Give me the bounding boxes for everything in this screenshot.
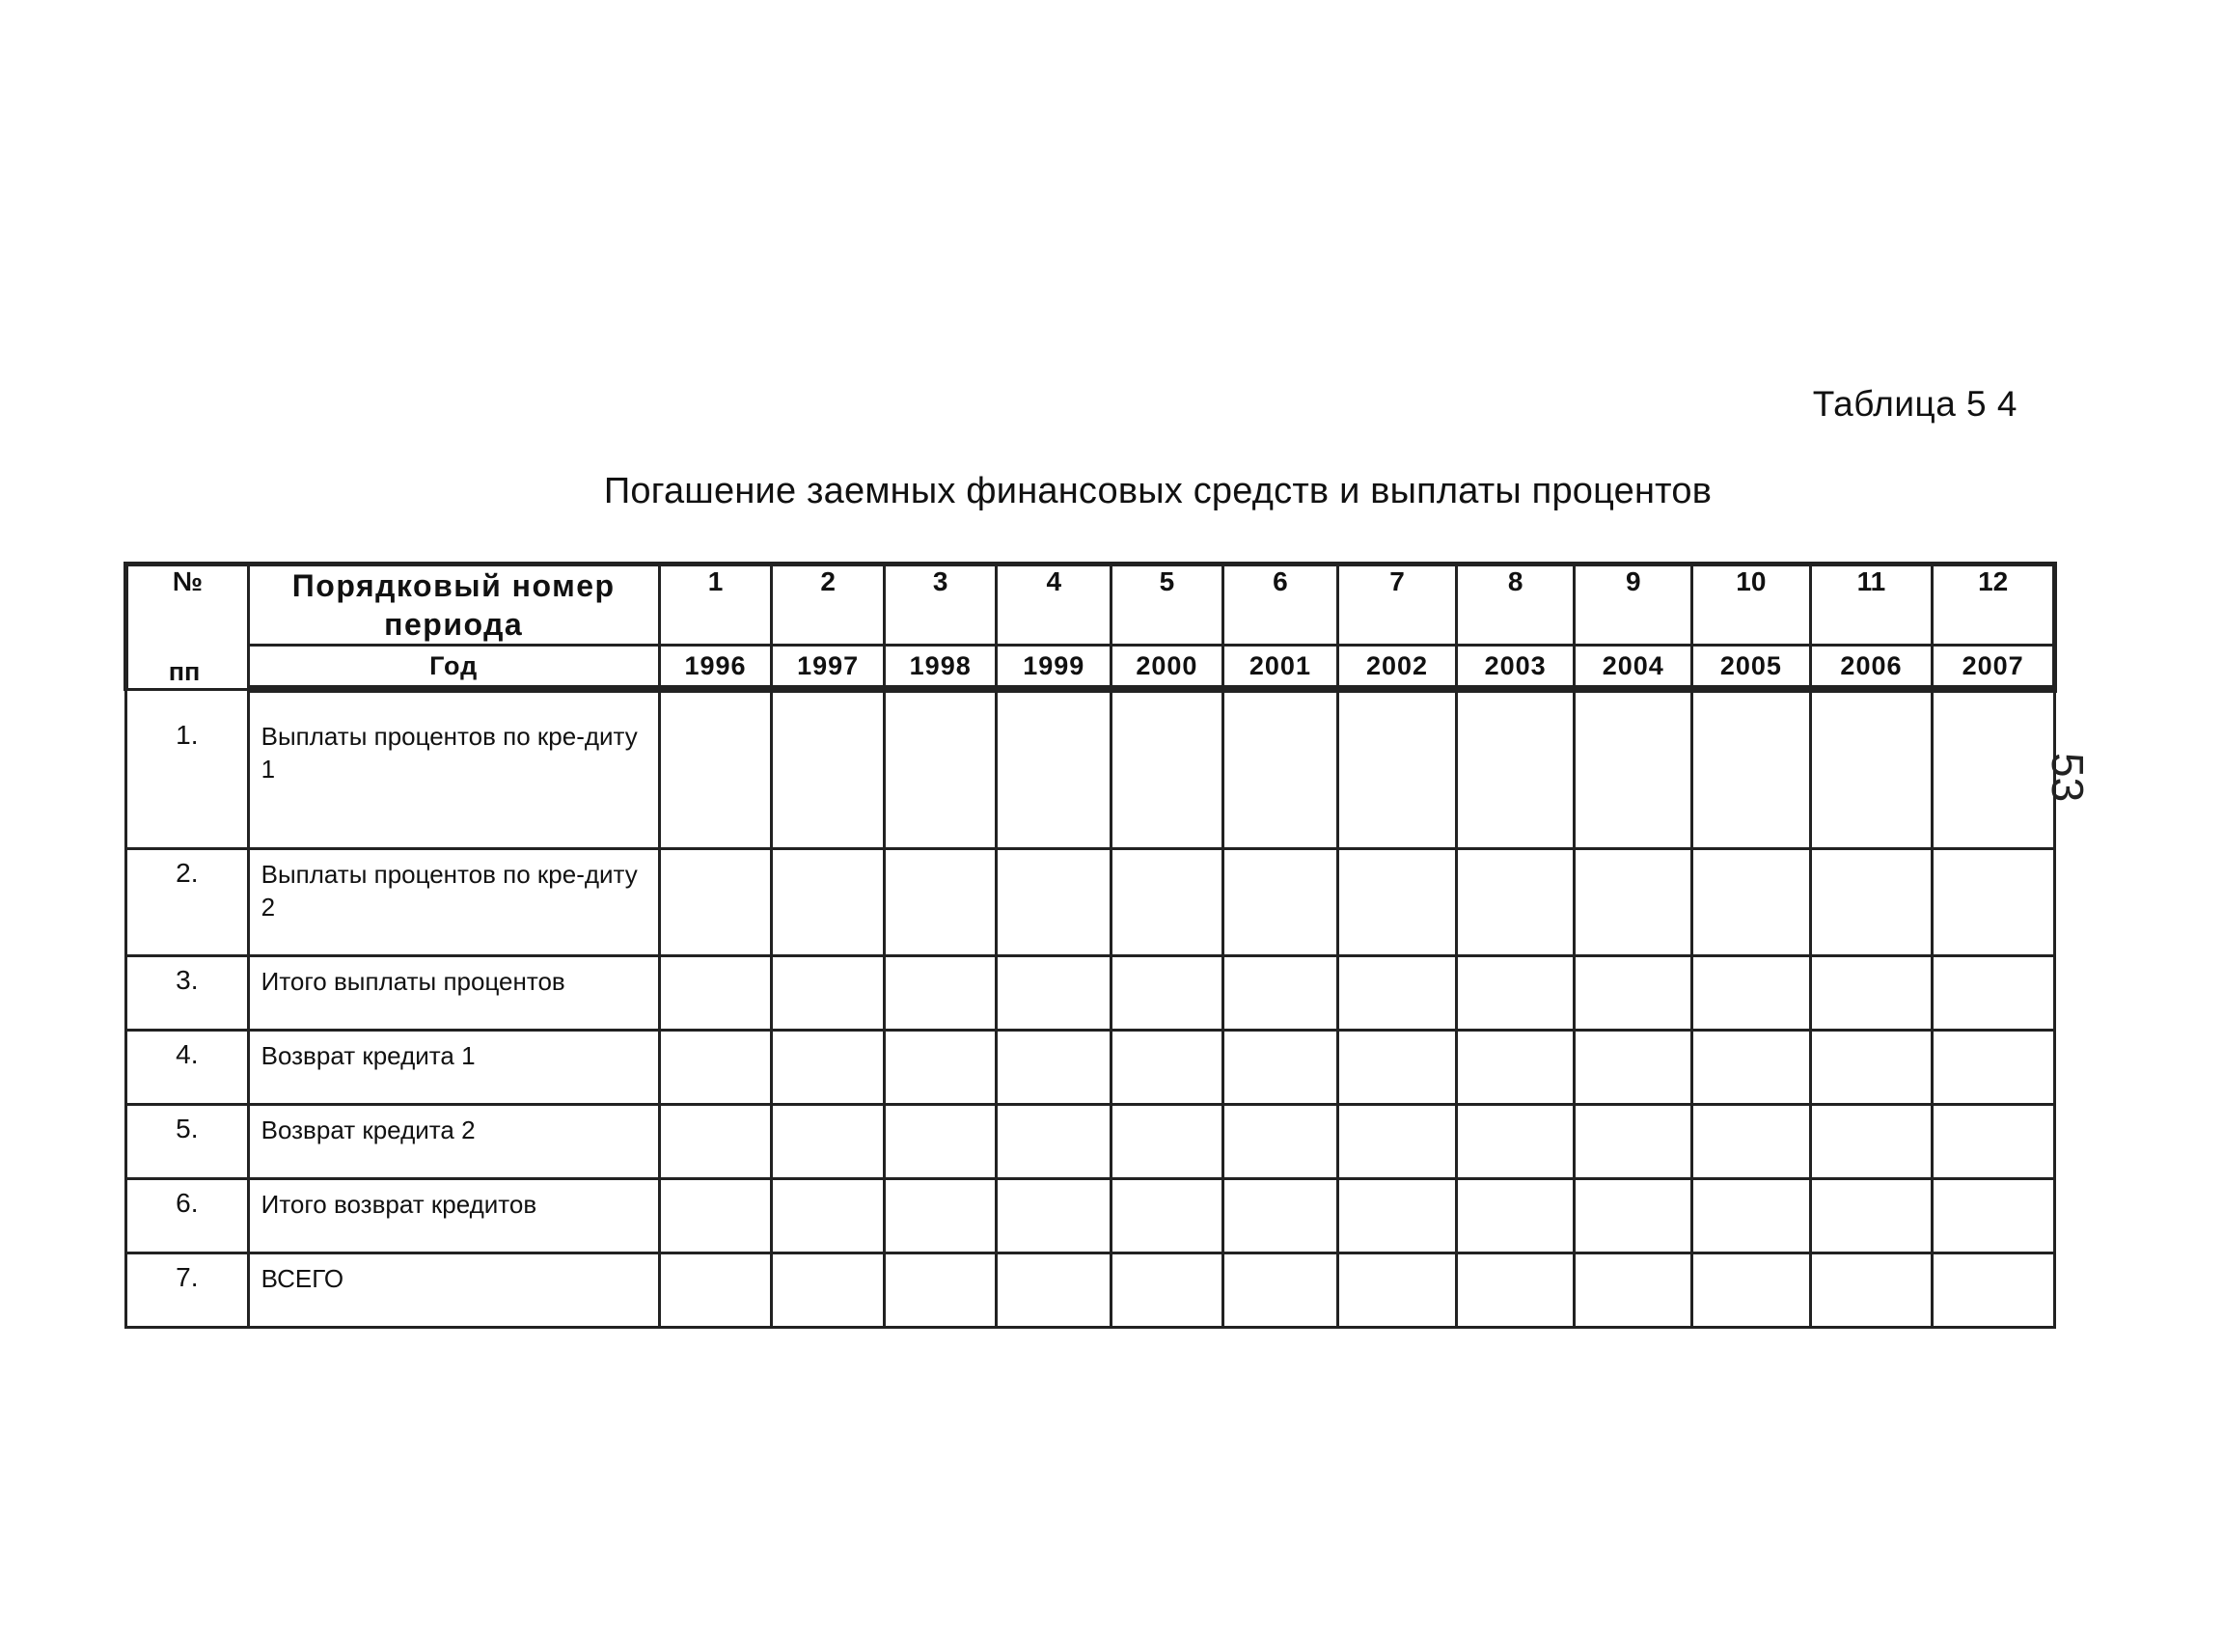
row-number: 6.	[126, 1179, 249, 1253]
table-cell	[1575, 1031, 1692, 1105]
table-cell	[659, 1031, 772, 1105]
table-cell	[1456, 689, 1575, 849]
table-cell	[1575, 689, 1692, 849]
table-cell	[1338, 689, 1457, 849]
table-cell	[1810, 1105, 1933, 1179]
header-no-bottom-wrap	[124, 652, 245, 691]
table-cell	[1575, 849, 1692, 956]
header-period: 9	[1575, 564, 1692, 646]
table-cell	[1933, 689, 2055, 849]
table-cell	[1456, 849, 1575, 956]
table-cell	[659, 956, 772, 1031]
row-number: 1.	[126, 689, 249, 849]
table-cell	[1810, 849, 1933, 956]
table-cell	[1456, 1105, 1575, 1179]
header-year-label: Год	[248, 646, 659, 690]
table-cell	[884, 1031, 997, 1105]
table-cell	[1692, 689, 1811, 849]
table-cell	[1222, 689, 1338, 849]
table-row	[126, 1031, 2055, 1105]
table-cell	[1933, 1031, 2055, 1105]
table-cell	[997, 849, 1112, 956]
table-cell	[659, 689, 772, 849]
header-year: 2001	[1222, 646, 1338, 690]
table-cell	[772, 956, 885, 1031]
table-cell	[884, 956, 997, 1031]
table-cell	[772, 849, 885, 956]
table-cell	[1692, 956, 1811, 1031]
table-cell	[1933, 849, 2055, 956]
table-cell	[772, 1105, 885, 1179]
row-label: Выплаты процентов по кре-диту 2	[248, 849, 659, 956]
row-number: 3.	[126, 956, 249, 1031]
table-cell	[1112, 689, 1223, 849]
table-cell	[1933, 1253, 2055, 1328]
table-cell	[1456, 1253, 1575, 1328]
table-cell	[884, 1105, 997, 1179]
table-cell	[1338, 1253, 1457, 1328]
table-row	[126, 689, 2055, 849]
table-row	[126, 956, 2055, 1031]
table-cell	[1222, 849, 1338, 956]
table-cell	[1810, 1031, 1933, 1105]
table-cell	[1575, 1105, 1692, 1179]
row-number: 7.	[126, 1253, 249, 1328]
table-cell	[659, 1105, 772, 1179]
table-cell	[1112, 1179, 1223, 1253]
row-label: Возврат кредита 1	[248, 1031, 659, 1105]
table-cell	[1575, 956, 1692, 1031]
table-cell	[1222, 1179, 1338, 1253]
header-year: 2005	[1692, 646, 1811, 690]
row-number: 4.	[126, 1031, 249, 1105]
header-period: 3	[884, 564, 997, 646]
header-year: 2002	[1338, 646, 1457, 690]
table-cell	[1222, 1031, 1338, 1105]
table-cell	[1112, 849, 1223, 956]
header-year: 2006	[1810, 646, 1933, 690]
table-cell	[997, 1253, 1112, 1328]
table-row	[126, 1253, 2055, 1328]
header-year: 1996	[659, 646, 772, 690]
header-period: 5	[1112, 564, 1223, 646]
row-label: Итого выплаты процентов	[248, 956, 659, 1031]
table-cell	[659, 1253, 772, 1328]
header-period: 12	[1933, 564, 2055, 646]
table-cell	[772, 1253, 885, 1328]
table-cell	[659, 849, 772, 956]
row-label: Итого возврат кредитов	[248, 1179, 659, 1253]
header-period: 7	[1338, 564, 1457, 646]
table-cell	[1338, 849, 1457, 956]
header-period: 8	[1456, 564, 1575, 646]
table-cell	[997, 1105, 1112, 1179]
table-cell	[1112, 1105, 1223, 1179]
document-title: Погашение заемных финансовых средств и выплаты процентов	[603, 471, 1713, 511]
row-label: Выплаты процентов по кре-диту 1	[248, 689, 659, 849]
table-cell	[1338, 1179, 1457, 1253]
table-cell	[1933, 1105, 2055, 1179]
table-cell	[1222, 1105, 1338, 1179]
row-number: 2.	[126, 849, 249, 956]
table-cell	[772, 1031, 885, 1105]
header-period: 6	[1222, 564, 1338, 646]
table-row	[126, 849, 2055, 956]
table-cell	[1456, 1179, 1575, 1253]
table-cell	[1810, 956, 1933, 1031]
header-year: 1997	[772, 646, 885, 690]
table-cell	[1692, 1105, 1811, 1179]
header-period: 10	[1692, 564, 1811, 646]
table-cell	[884, 689, 997, 849]
header-no-bottom: пп	[168, 657, 201, 686]
table-cell	[884, 1253, 997, 1328]
table-cell	[1692, 849, 1811, 956]
table-cell	[659, 1179, 772, 1253]
repayment-table	[124, 562, 2057, 1329]
header-period: 11	[1810, 564, 1933, 646]
handwritten-page-mark: 53	[2043, 753, 2093, 803]
table-cell	[997, 1179, 1112, 1253]
header-no-top: №	[172, 566, 203, 596]
row-label: ВСЕГО	[248, 1253, 659, 1328]
row-label: Возврат кредита 2	[248, 1105, 659, 1179]
table-cell	[772, 1179, 885, 1253]
table-cell	[884, 849, 997, 956]
table-cell	[1575, 1253, 1692, 1328]
table-row	[126, 1179, 2055, 1253]
header-period: 4	[997, 564, 1112, 646]
header-year: 1999	[997, 646, 1112, 690]
table-cell	[1222, 956, 1338, 1031]
table-cell	[1338, 956, 1457, 1031]
table-cell	[1112, 1031, 1223, 1105]
table-cell	[1692, 1253, 1811, 1328]
table-cell	[1575, 1179, 1692, 1253]
table-cell	[1456, 956, 1575, 1031]
table-number: Таблица 5 4	[1812, 384, 2017, 424]
header-year: 1998	[884, 646, 997, 690]
table-cell	[1338, 1105, 1457, 1179]
row-number: 5.	[126, 1105, 249, 1179]
header-year: 2004	[1575, 646, 1692, 690]
table-cell	[997, 689, 1112, 849]
table-cell	[997, 1031, 1112, 1105]
header-year: 2000	[1112, 646, 1223, 690]
header-year: 2007	[1933, 646, 2055, 690]
header-period: 1	[659, 564, 772, 646]
table-cell	[1810, 1253, 1933, 1328]
table-cell	[1692, 1179, 1811, 1253]
table-cell	[1222, 1253, 1338, 1328]
table-cell	[1933, 956, 2055, 1031]
table-cell	[1112, 956, 1223, 1031]
table-cell	[772, 689, 885, 849]
table-cell	[1338, 1031, 1457, 1105]
table-row	[126, 1105, 2055, 1179]
table-cell	[997, 956, 1112, 1031]
table-cell	[1810, 1179, 1933, 1253]
header-period: 2	[772, 564, 885, 646]
header-period-label: Порядковый номер периода	[248, 564, 659, 646]
table-cell	[1810, 689, 1933, 849]
table-cell	[1692, 1031, 1811, 1105]
table-cell	[1112, 1253, 1223, 1328]
table-cell	[884, 1179, 997, 1253]
table-cell	[1456, 1031, 1575, 1105]
table-cell	[1933, 1179, 2055, 1253]
header-year: 2003	[1456, 646, 1575, 690]
